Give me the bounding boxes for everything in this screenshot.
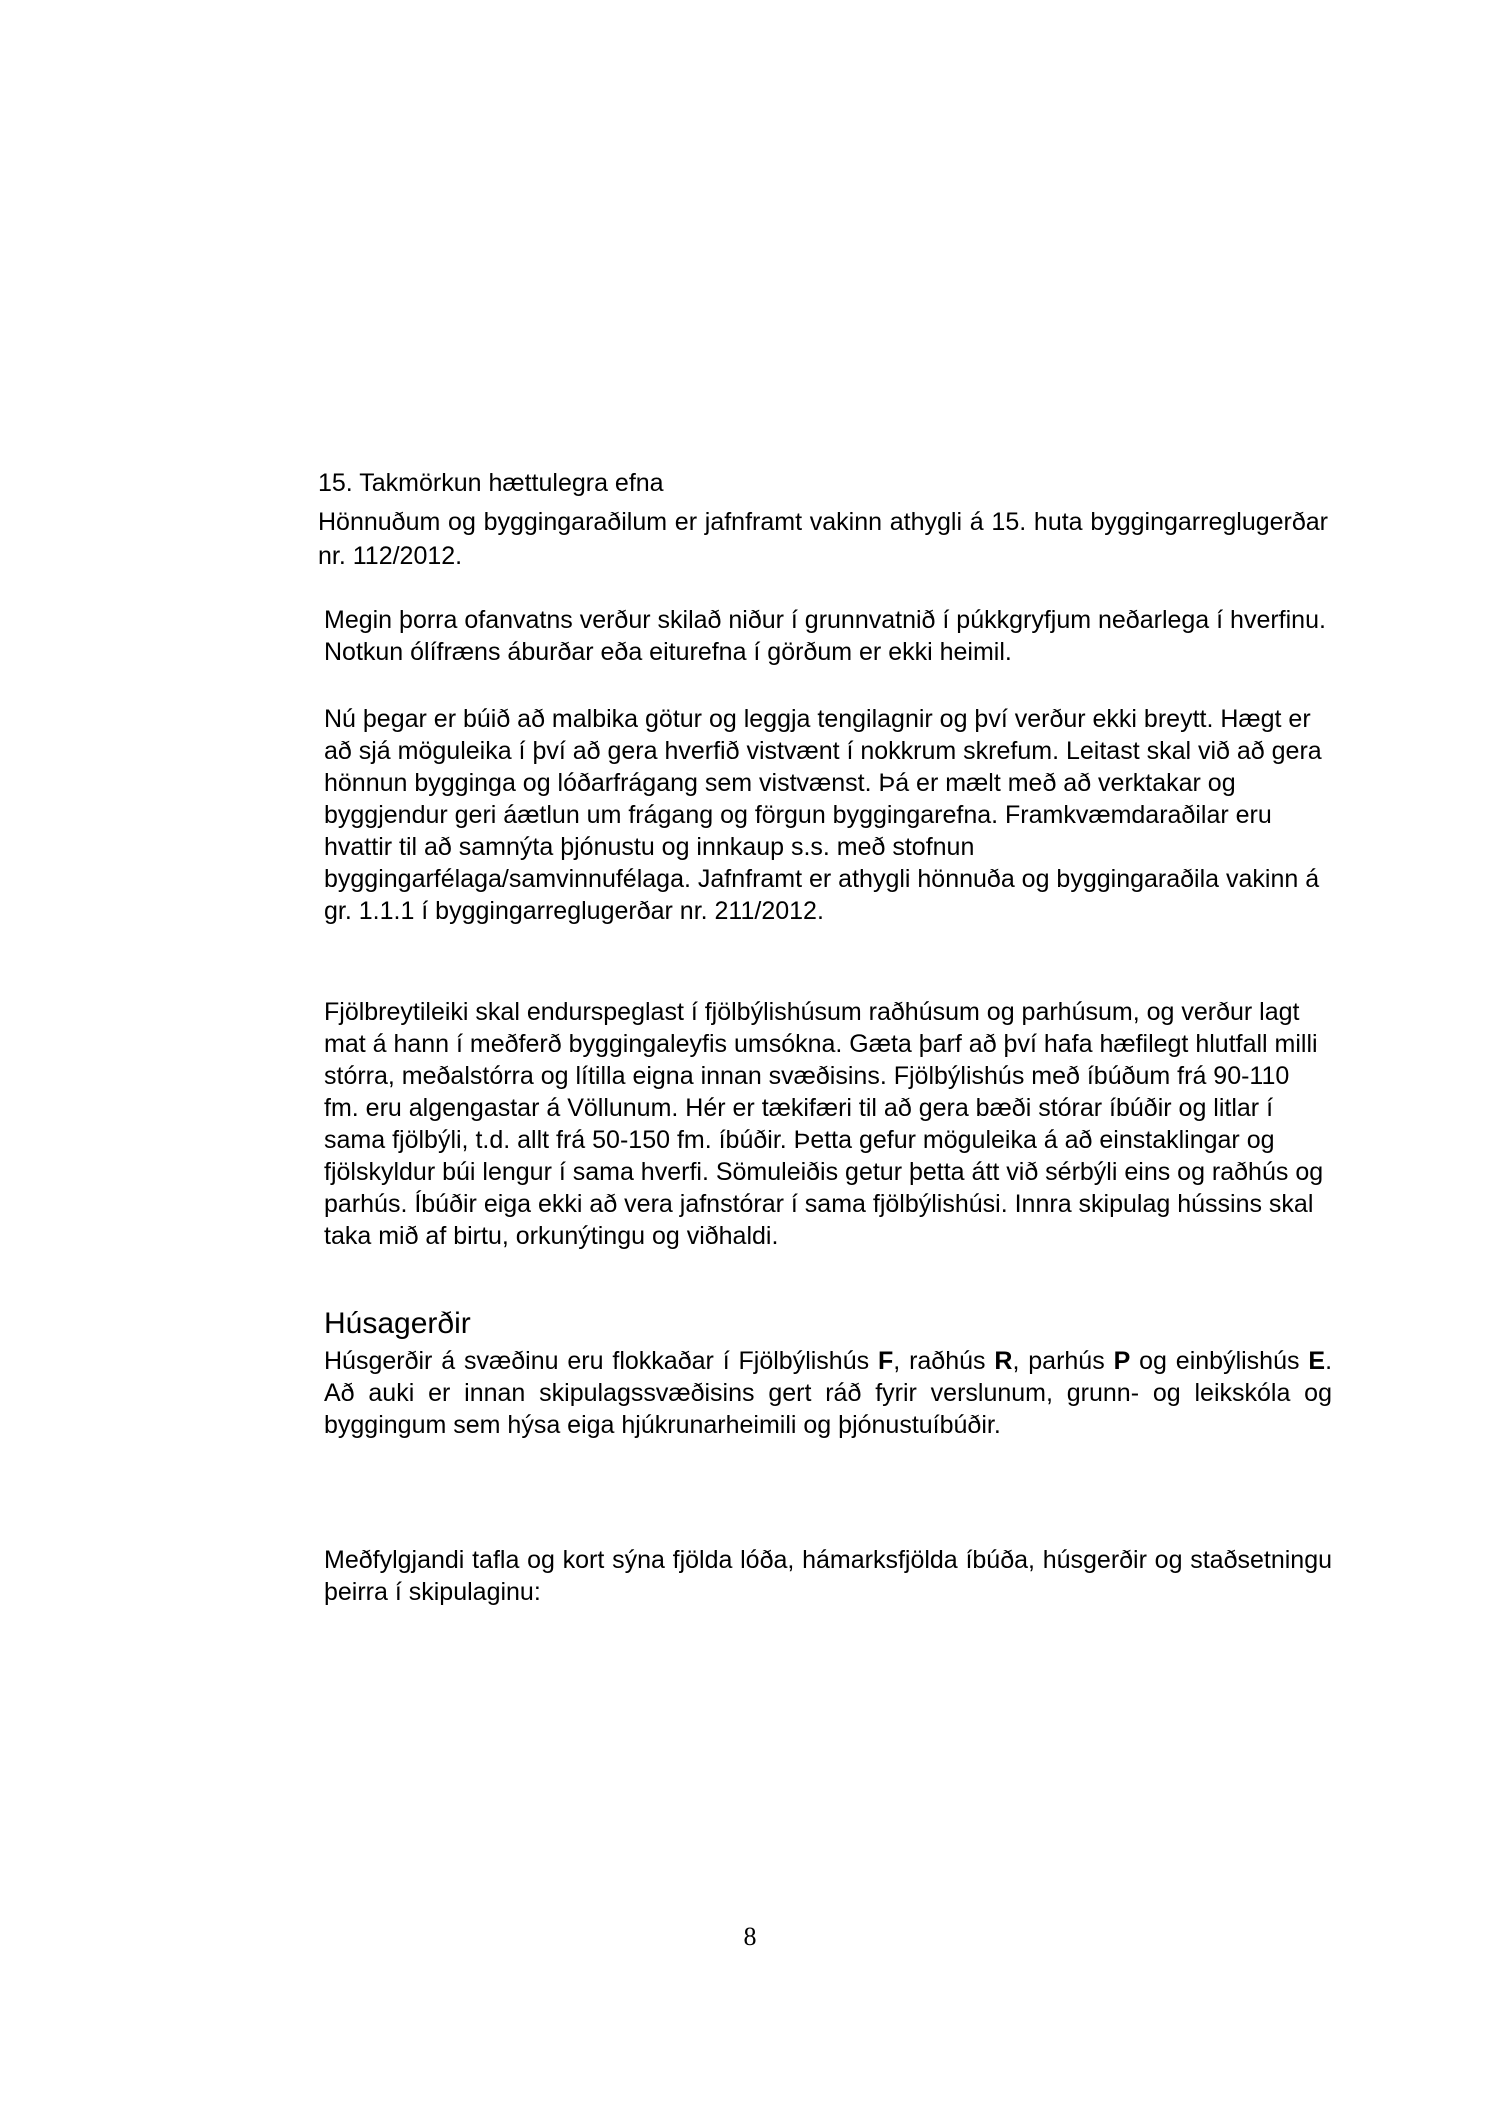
housing-text-b: , raðhús (893, 1347, 995, 1375)
housing-text-d: og einbýlishús (1130, 1347, 1309, 1375)
housing-text-a: Húsgerðir á svæðinu eru flokkaðar í Fjölbýlishús (324, 1347, 878, 1375)
paragraph-dangerous-substances: Hönnuðum og byggingaraðilum er jafnframt vakinn athygli á 15. huta byggingarreglugerðar nr. 112/2012. (318, 508, 1328, 570)
housing-code-f: F (877, 1347, 894, 1375)
section-title: 15. Takmörkun hættulegra efna (318, 469, 664, 497)
paragraph-surface-water: Megin þorra ofanvatns verður skilað niður í grunnvatnið í púkkgryfjum neðarlega í hverfinu. Notkun ólífræns áburðar eða eiturefna í görðum er ekki heimil. (324, 606, 1326, 666)
page-number: 8 (743, 1922, 757, 1951)
heading-husagerdir: Húsagerðir (324, 1307, 471, 1340)
housing-text-c: , parhús (1012, 1347, 1114, 1375)
housing-code-r: R (994, 1347, 1013, 1375)
housing-code-e: E (1308, 1347, 1326, 1375)
housing-code-p: P (1113, 1347, 1131, 1375)
paragraph-housing-types (324, 1345, 1332, 1441)
paragraph-sustainability: Nú þegar er búið að malbika götur og leggja tengilagnir og því verður ekki breytt. Hægt er að sjá möguleika í því að gera hverfið vistvænt í nokkrum skrefum. Leitast skal við að gera hönnun bygginga og lóðarfrágang sem vistvænst. Þá er mælt með að verktakar og byggjendur geri áætlun um frágang og förgun byggingarefna. Framkvæmdaraðilar eru hvattir til að samnýta þjónustu og innkaup s.s. með stofnun byggingarfélaga/samvinnufélaga. Jafnframt er athygli hönnuða og byggingaraðila vakinn á gr. 1.1.1 í byggingarreglugerðar nr. 211/2012. (324, 705, 1322, 925)
paragraph-closing: Meðfylgjandi tafla og kort sýna fjölda lóða, hámarksfjölda íbúða, húsgerðir og staðsetningu þeirra í skipulaginu: (324, 1546, 1332, 1606)
paragraph-diversity: Fjölbreytileiki skal endurspeglast í fjölbýlishúsum raðhúsum og parhúsum, og verður lagt mat á hann í meðferð byggingaleyfis umsókna. Gæta þarf að því hafa hæfilegt hlutfall milli stórra, meðalstórra og lítilla eigna innan svæðisins. Fjölbýlishús með íbúðum frá 90-110 fm. eru algengastar á Völlunum. Hér er tækifæri til að gera bæði stórar íbúðir og litlar í sama fjölbýli, t.d. allt frá 50-150 fm. íbúðir. Þetta gefur möguleika á að einstaklingar og fjölskyldur búi lengur í sama hverfi. Sömuleiðis getur þetta átt við sérbýli eins og raðhús og parhús. Íbúðir eiga ekki að vera jafnstórar í sama fjölbýlishúsi. Innra skipulag hússins skal taka mið af birtu, orkunýtingu og viðhaldi. (324, 998, 1324, 1250)
housing-text-e: . Að auki er innan skipulagssvæðisins gert ráð fyrir verslunum, grunn- og leikskóla og byggingum sem hýsa eiga hjúkrunarheimili og þjónustuíbúðir. (324, 1347, 1333, 1439)
